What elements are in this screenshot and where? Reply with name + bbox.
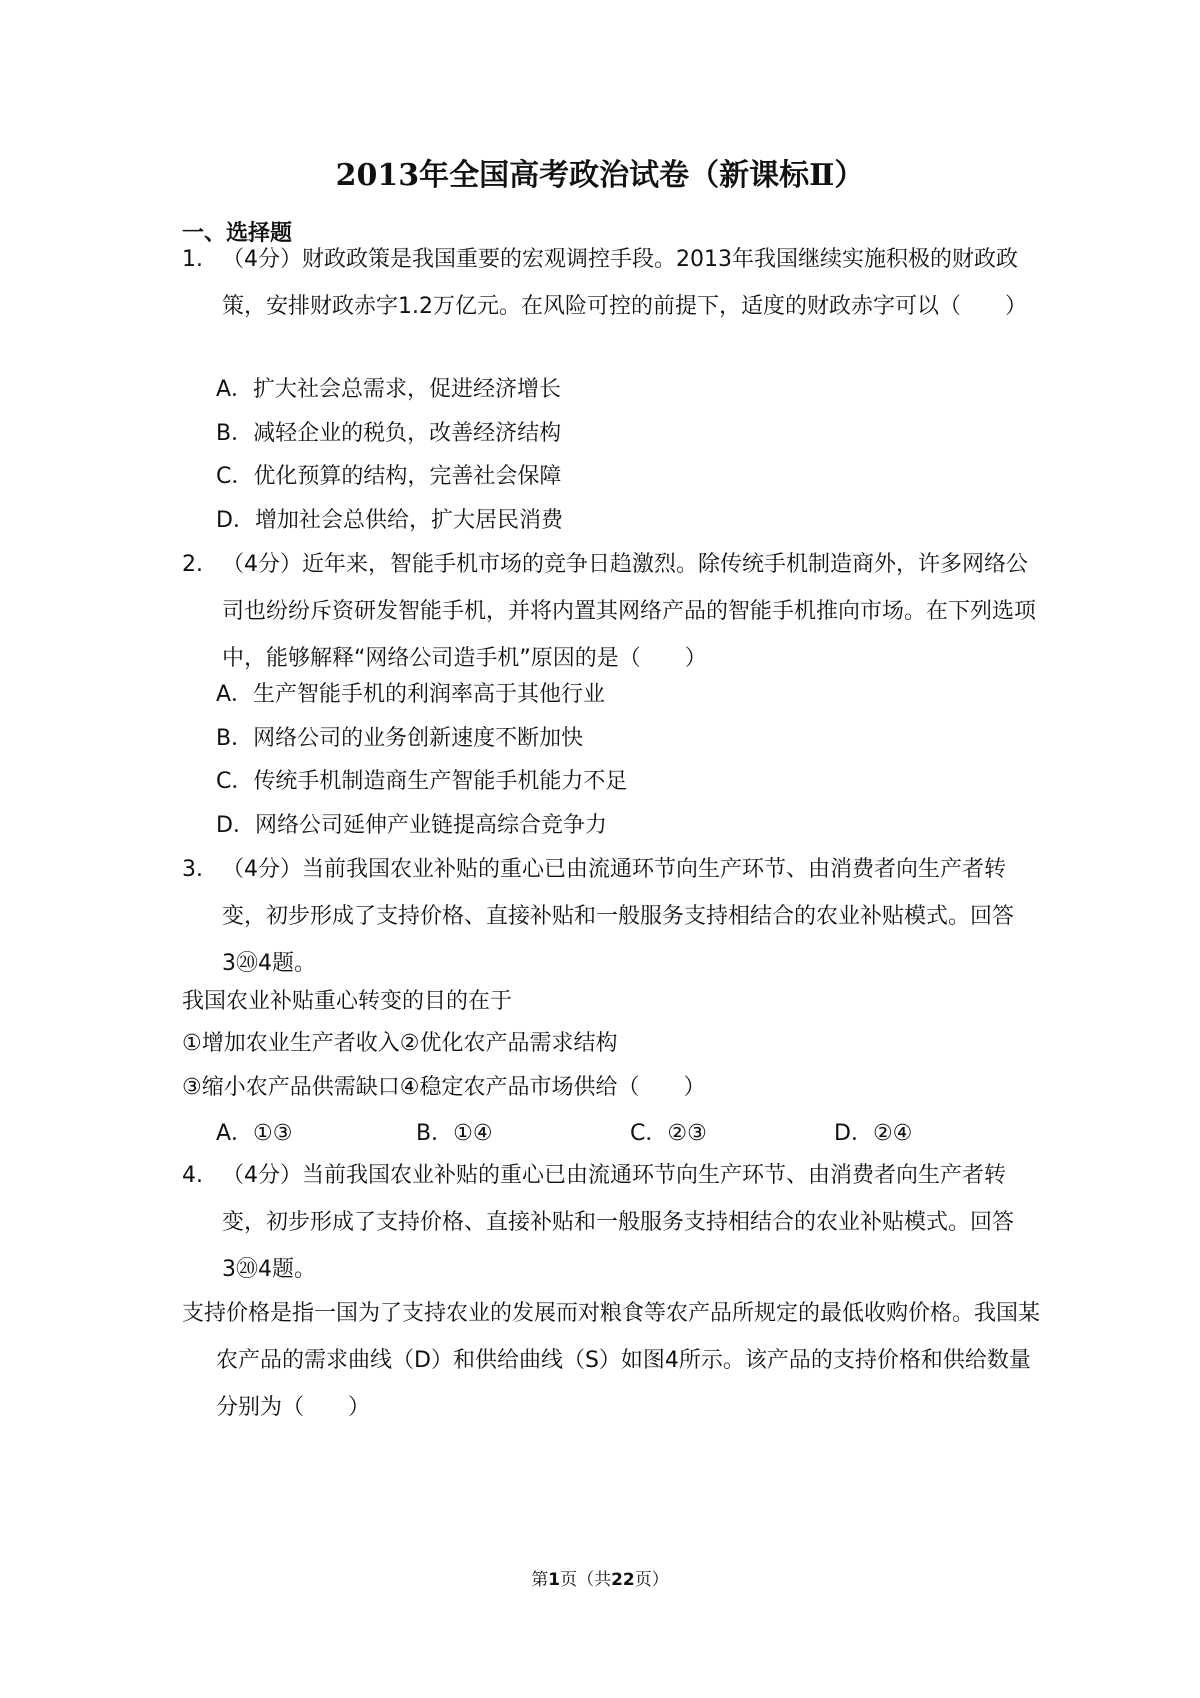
option-a: A．生产智能手机的利润率高于其他行业 [216, 682, 606, 707]
question-stem: （4分）近年来，智能手机市场的竞争日趋激烈。除传统手机制造商外，许多网络公司也纷纷斥资研发智能手机，并将内置其网络产品的智能手机推向市场。在下列选项中，能够解释“网络公司造手机”原因的是（ ） [222, 552, 1037, 671]
question-stem: （4分）当前我国农业补贴的重心已由流通环节向生产环节、由消费者向生产者转变，初步形成了支持价格、直接补贴和一般服务支持相结合的农业补贴模式。回答3⑳4题。 [222, 1163, 1015, 1282]
question-2 [182, 541, 1042, 682]
question-text-line: ③缩小农产品供需缺口④稳定农产品市场供给（ ） [182, 1075, 706, 1100]
section-heading: 一、选择题 [182, 221, 293, 246]
question-1 [182, 236, 1042, 330]
page-number: 1 [548, 1570, 561, 1590]
footer-suffix: 页） [634, 1570, 669, 1590]
option-c: C．传统手机制造商生产智能手机能力不足 [216, 769, 628, 794]
question-4 [182, 1152, 1042, 1293]
question-paragraph: 支持价格是指一国为了支持农业的发展而对粮食等农产品所规定的最低收购价格。我国某农产品的需求曲线（D）和供给曲线（S）如图4所示。该产品的支持价格和供给数量分别为（ ） [182, 1301, 1041, 1420]
footer-middle: 页（共 [560, 1570, 612, 1590]
footer-prefix: 第 [531, 1570, 549, 1590]
option-c: C．②③ [630, 1121, 707, 1146]
question-number: 4. [182, 1163, 203, 1188]
option-b: B．减轻企业的税负，改善经济结构 [216, 421, 562, 446]
question-stem: （4分）财政政策是我国重要的宏观调控手段。2013年我国继续实施积极的财政政策，安排财政赤字1.2万亿元。在风险可控的前提下，适度的财政赤字可以（ ） [222, 247, 1027, 319]
option-d: D．增加社会总供给，扩大居民消费 [216, 508, 563, 533]
option-a: A．扩大社会总需求，促进经济增长 [216, 377, 562, 402]
question-text-line: 我国农业补贴重心转变的目的在于 [182, 989, 513, 1014]
option-d: D．网络公司延伸产业链提高综合竞争力 [216, 813, 607, 838]
question-3 [182, 846, 1042, 987]
option-d: D．②④ [834, 1121, 913, 1146]
option-b: B．网络公司的业务创新速度不断加快 [216, 726, 584, 751]
option-b: B．①④ [416, 1121, 493, 1146]
page-title: 2013年全国高考政治试卷（新课标Ⅱ） [335, 158, 865, 193]
total-pages: 22 [611, 1570, 635, 1590]
question-number: 2. [182, 552, 203, 577]
question-number: 3. [182, 857, 203, 882]
option-c: C．优化预算的结构，完善社会保障 [216, 464, 562, 489]
question-text-line: ①增加农业生产者收入②优化农产品需求结构 [182, 1031, 618, 1056]
page-footer [0, 1568, 1200, 1592]
question-stem: （4分）当前我国农业补贴的重心已由流通环节向生产环节、由消费者向生产者转变，初步形成了支持价格、直接补贴和一般服务支持相结合的农业补贴模式。回答3⑳4题。 [222, 857, 1015, 976]
question-number: 1. [182, 247, 203, 272]
option-a: A．①③ [216, 1121, 293, 1146]
